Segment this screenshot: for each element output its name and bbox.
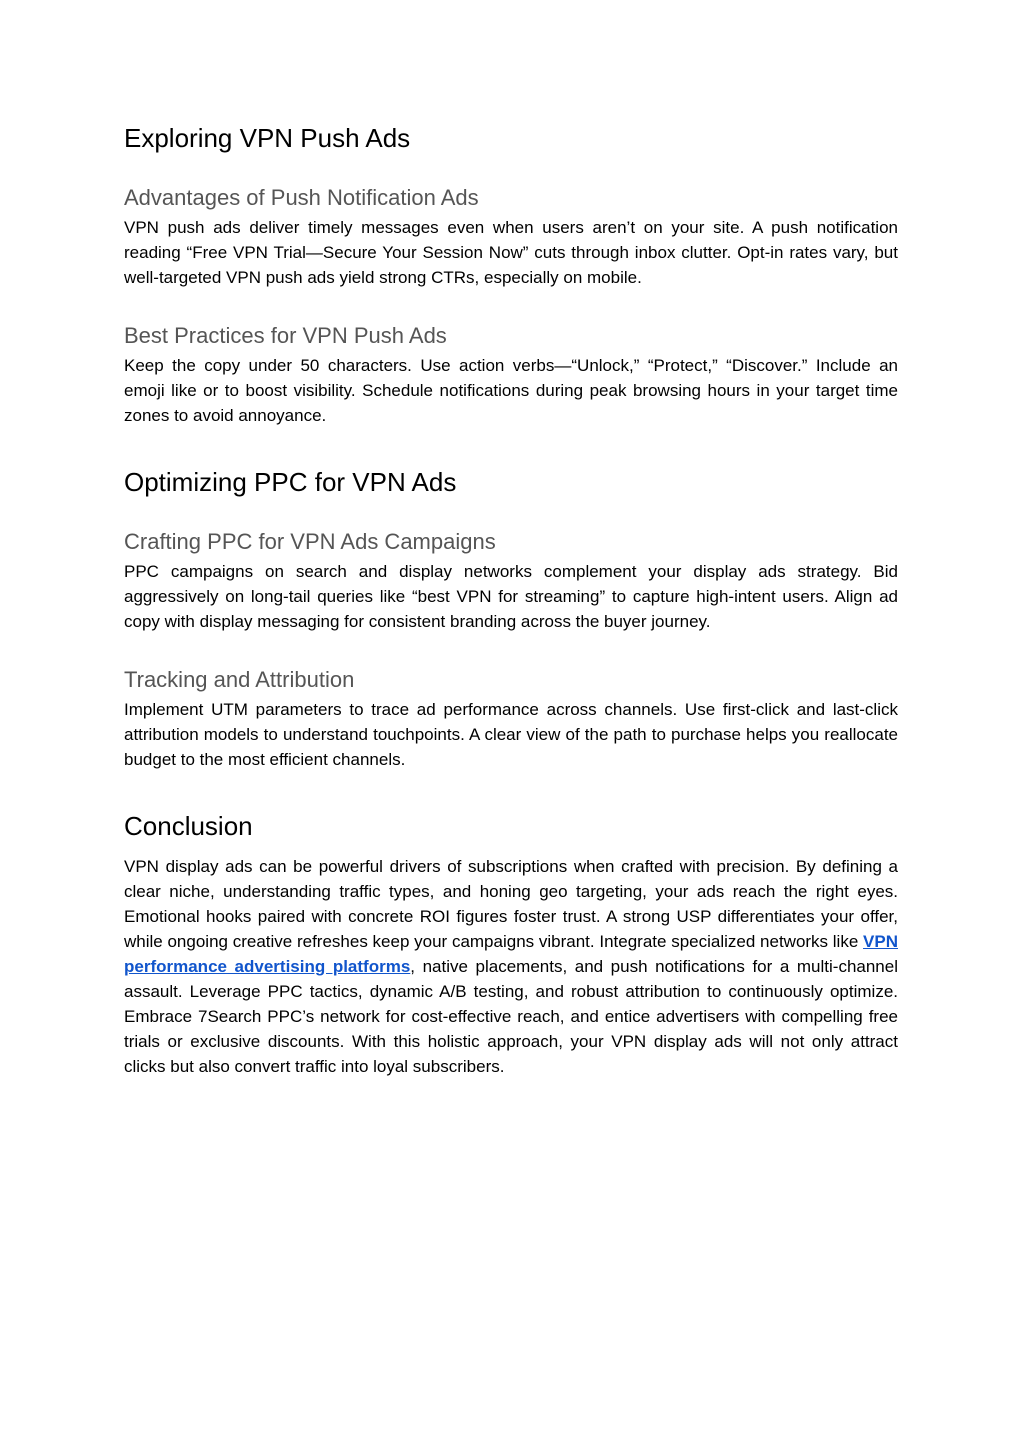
paragraph-advantages: VPN push ads deliver timely messages even when users aren’t on your site. A push notification reading “Free VPN Trial—Secure Your Session Now” cuts through inbox clutter. Opt‑in rates vary, but well‑targeted VPN push ads yield strong CTRs, especially on mobile. (124, 218, 898, 287)
section-heading-exploring-vpn-push-ads: Exploring VPN Push Ads (124, 123, 411, 153)
paragraph-crafting-ppc: PPC campaigns on search and display networks complement your display ads strategy. Bid aggressively on long‑tail queries like “best VPN for streaming” to capture high‑intent users. Align ad copy with display messaging for consistent branding across the buyer journey. (124, 562, 898, 631)
document-page (124, 118, 898, 1079)
vpn-performance-advertising-platforms-link[interactable]: VPN performance advertising platforms (124, 932, 898, 976)
paragraph-tracking-and-attribution: Implement UTM parameters to trace ad performance across channels. Use first‑click and last‑click attribution models to understand touchpoints. A clear view of the path to purchase helps you reallocate budget to the most efficient channels. (124, 700, 898, 769)
conclusion-text-after-link: , native placements, and push notifications for a multi‑channel assault. Leverage PPC tactics, dynamic A/B testing, and robust attribution to continuously optimize. Embrace 7Search PPC’s network for cost‑effective reach, and entice advertisers with compelling free trials or exclusive discounts. With this holistic approach, your VPN display ads will not only attract clicks but also convert traffic into loyal subscribers. (124, 957, 898, 1076)
subheading-crafting-ppc: Crafting PPC for VPN Ads Campaigns (124, 529, 496, 554)
paragraph-conclusion (124, 854, 898, 1079)
section-heading-optimizing-ppc: Optimizing PPC for VPN Ads (124, 467, 457, 497)
paragraph-best-practices: Keep the copy under 50 characters. Use action verbs—“Unlock,” “Protect,” “Discover.” Include an emoji like or to boost visibility. Schedule notifications during peak browsing hours in your target time zones to avoid annoyance. (124, 356, 898, 425)
subheading-tracking-and-attribution: Tracking and Attribution (124, 667, 355, 692)
conclusion-text-before-link: VPN display ads can be powerful drivers of subscriptions when crafted with precision. By defining a clear niche, understanding traffic types, and honing geo targeting, your ads reach the right eyes. Emotional hooks paired with concrete ROI figures foster trust. A strong USP differentiates your offer, while ongoing creative refreshes keep your campaigns vibrant. Integrate specialized networks like (124, 857, 898, 951)
section-heading-conclusion: Conclusion (124, 811, 253, 841)
subheading-advantages-of-push-notification-ads: Advantages of Push Notification Ads (124, 185, 479, 210)
subheading-best-practices: Best Practices for VPN Push Ads (124, 323, 447, 348)
